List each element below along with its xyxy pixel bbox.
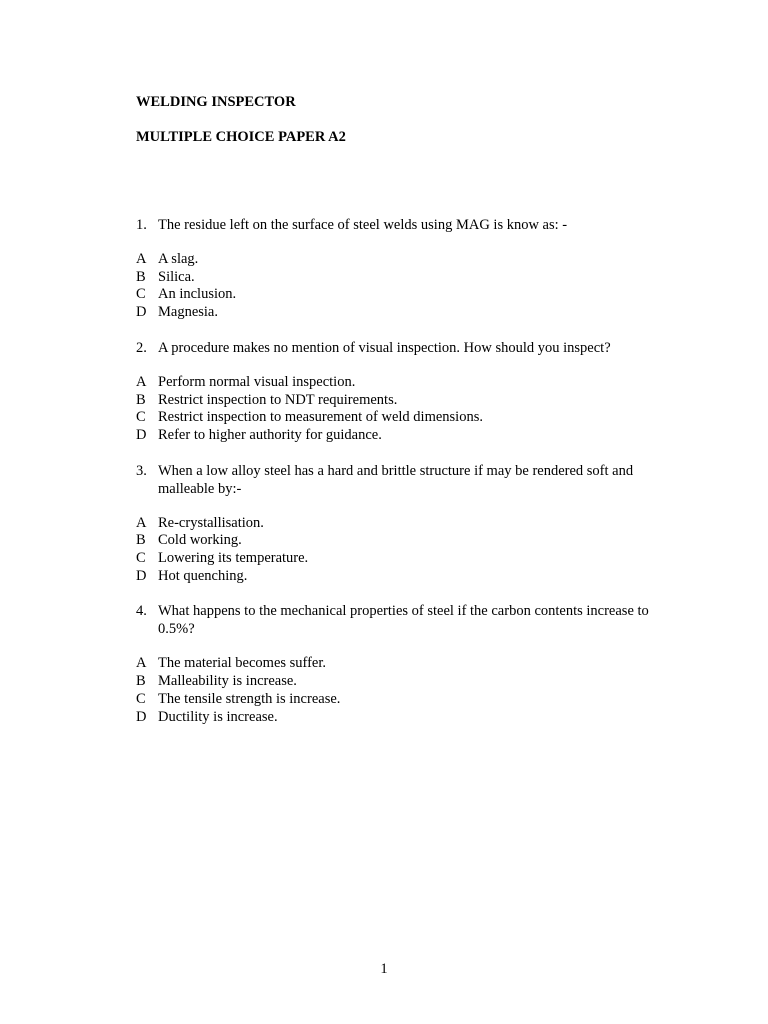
option-text: Silica. bbox=[158, 268, 195, 285]
option-text: Ductility is increase. bbox=[158, 708, 278, 725]
question-number: 4. bbox=[136, 603, 147, 620]
option-list bbox=[136, 251, 676, 322]
question-row bbox=[136, 602, 676, 638]
option-d bbox=[136, 709, 676, 727]
option-a bbox=[136, 251, 676, 269]
option-letter: C bbox=[136, 286, 146, 303]
question-4 bbox=[136, 602, 676, 726]
option-text: The material becomes suffer. bbox=[158, 655, 327, 672]
question-2 bbox=[136, 339, 676, 445]
option-list bbox=[136, 655, 676, 726]
option-d bbox=[136, 568, 676, 586]
page-number: 1 bbox=[380, 961, 388, 977]
question-text: The residue left on the surface of steel welds using MAG is know as: - bbox=[158, 217, 568, 233]
option-letter: A bbox=[136, 251, 147, 267]
question-text: What happens to the mechanical properties of steel if the carbon contents increase to 0.5%? bbox=[158, 603, 649, 638]
option-letter: D bbox=[136, 426, 147, 443]
option-list bbox=[136, 515, 676, 586]
question-list bbox=[136, 216, 676, 726]
option-letter: B bbox=[136, 532, 146, 549]
option-d bbox=[136, 304, 676, 322]
option-text: Refer to higher authority for guidance. bbox=[158, 426, 382, 443]
question-number: 1. bbox=[136, 217, 147, 233]
option-b bbox=[136, 532, 676, 550]
option-letter: D bbox=[136, 304, 147, 321]
option-text: Malleability is increase. bbox=[158, 673, 297, 690]
question-text: A procedure makes no mention of visual inspection. How should you inspect? bbox=[158, 339, 611, 356]
option-text: Cold working. bbox=[158, 532, 242, 549]
option-a bbox=[136, 655, 676, 673]
option-b bbox=[136, 269, 676, 287]
option-letter: D bbox=[136, 708, 147, 725]
option-list bbox=[136, 374, 676, 445]
option-a bbox=[136, 374, 676, 392]
document-page bbox=[136, 93, 676, 743]
option-c bbox=[136, 550, 676, 568]
question-row bbox=[136, 339, 676, 357]
option-letter: B bbox=[136, 391, 146, 408]
document-title: WELDING INSPECTOR bbox=[136, 94, 296, 110]
question-text: When a low alloy steel has a hard and brittle structure if may be rendered soft and malleable by:- bbox=[158, 462, 634, 497]
question-3 bbox=[136, 462, 676, 586]
option-letter: C bbox=[136, 550, 146, 567]
question-1 bbox=[136, 216, 676, 322]
option-b bbox=[136, 673, 676, 691]
option-c bbox=[136, 409, 676, 427]
option-text: Hot quenching. bbox=[158, 567, 248, 584]
option-a bbox=[136, 515, 676, 533]
option-letter: B bbox=[136, 673, 146, 690]
option-text: Perform normal visual inspection. bbox=[158, 373, 356, 390]
option-text: A slag. bbox=[158, 251, 199, 267]
option-c bbox=[136, 691, 676, 709]
option-text: Magnesia. bbox=[158, 304, 218, 321]
option-b bbox=[136, 392, 676, 410]
option-text: Restrict inspection to NDT requirements. bbox=[158, 391, 398, 408]
option-text: An inclusion. bbox=[158, 286, 237, 303]
option-text: The tensile strength is increase. bbox=[158, 690, 341, 707]
option-letter: C bbox=[136, 409, 146, 426]
option-text: Re-crystallisation. bbox=[158, 514, 264, 531]
document-subtitle: MULTIPLE CHOICE PAPER A2 bbox=[136, 129, 346, 145]
option-letter: D bbox=[136, 567, 147, 584]
option-letter: A bbox=[136, 514, 147, 531]
question-number: 2. bbox=[136, 339, 147, 356]
option-text: Restrict inspection to measurement of weld dimensions. bbox=[158, 409, 483, 426]
question-number: 3. bbox=[136, 462, 147, 479]
option-text: Lowering its temperature. bbox=[158, 550, 309, 567]
option-c bbox=[136, 286, 676, 304]
option-letter: A bbox=[136, 655, 147, 672]
option-letter: A bbox=[136, 373, 147, 390]
option-d bbox=[136, 427, 676, 445]
question-row bbox=[136, 462, 676, 498]
question-row bbox=[136, 216, 676, 234]
option-letter: C bbox=[136, 690, 146, 707]
option-letter: B bbox=[136, 268, 146, 285]
